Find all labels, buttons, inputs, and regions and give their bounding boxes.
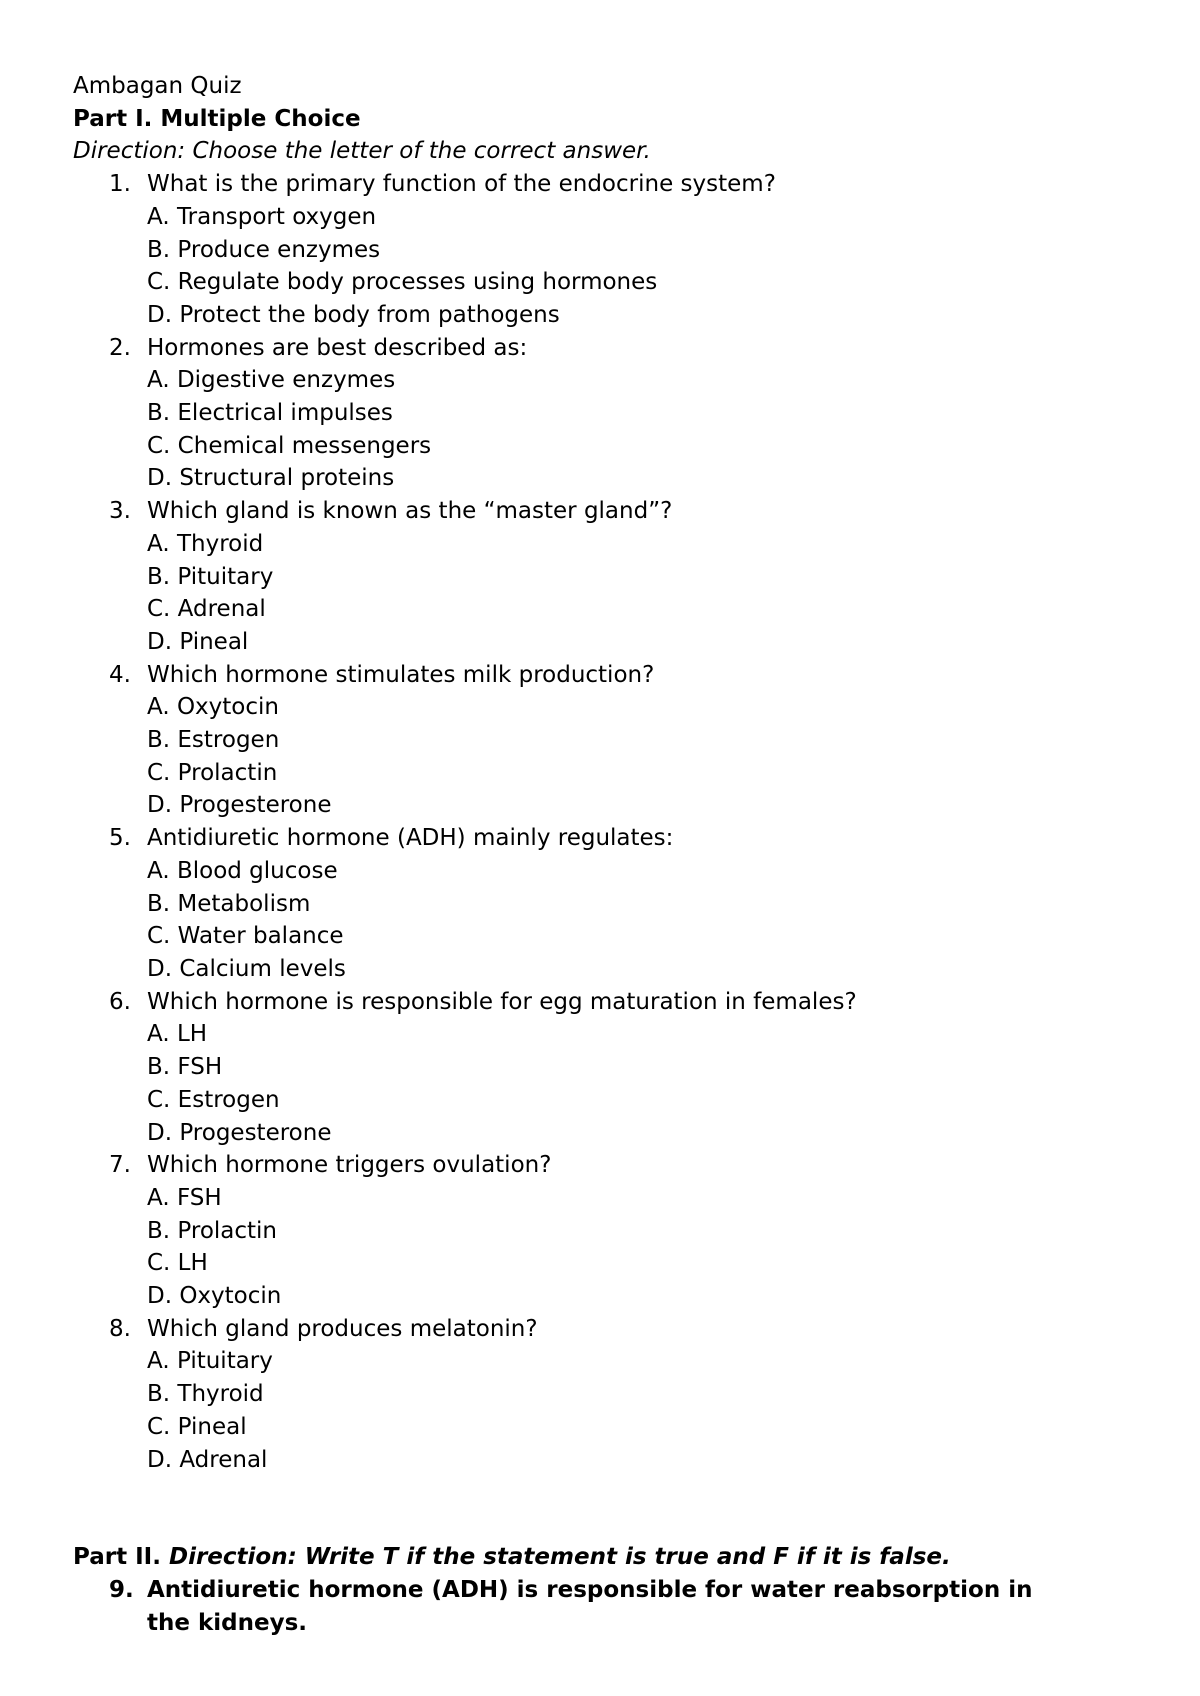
answer-option: B. Metabolism [147,890,311,917]
question-item [73,822,1200,855]
answer-option: C. Chemical messengers [147,432,432,459]
answer-option: A. LH [147,1021,208,1048]
question-text: Antidiuretic hormone (ADH) mainly regulates: [147,825,674,852]
answer-option: B. Prolactin [147,1217,278,1244]
answer-option: B. Electrical impulses [147,400,393,427]
answer-option: D. Protect the body from pathogens [147,301,560,328]
question-number: 1. [109,171,131,198]
answer-option: D. Pineal [147,628,249,655]
part1-heading: Part I. Multiple Choice [73,105,361,132]
question-item [73,332,1200,365]
part2-direction: Direction: Write T if the statement is true and F if it is false. [168,1544,951,1571]
question-item [73,1313,1200,1346]
answer-option: D. Adrenal [147,1446,268,1473]
question-item [73,986,1200,1019]
answer-option: C. Regulate body processes using hormones [147,269,658,296]
question-text: Which hormone stimulates milk production? [147,661,655,688]
answer-option: A. Blood glucose [147,857,338,884]
question-item [73,168,1200,201]
question-text: What is the primary function of the endocrine system? [147,171,776,198]
answer-option: A. Digestive enzymes [147,367,396,394]
question-text: Hormones are best described as: [147,334,528,361]
answer-option: B. FSH [147,1054,223,1081]
question-number: 7. [109,1152,131,1179]
part2-label: Part II. [73,1544,161,1571]
answer-option: B. Estrogen [147,727,280,754]
question-list [73,168,1200,1476]
answer-option: C. Pineal [147,1413,247,1440]
answer-option: D. Calcium levels [147,955,346,982]
part2-heading [73,1541,1200,1574]
question-number: 6. [109,988,131,1015]
answer-option: A. FSH [147,1184,222,1211]
answer-option: C. Estrogen [147,1086,280,1113]
question-number: 8. [109,1315,131,1342]
answer-option: C. Water balance [147,923,344,950]
question-item [73,495,1200,528]
answer-option: D. Progesterone [147,792,332,819]
section-gap [73,1476,1200,1541]
quiz-title: Ambagan Quiz [73,73,242,99]
answer-option: A. Transport oxygen [147,203,377,230]
question-item [73,659,1200,692]
question-number: 5. [109,825,131,852]
answer-option: B. Pituitary [147,563,274,590]
question-number: 2. [109,334,131,361]
answer-option: D. Structural proteins [147,465,395,492]
statement-number: 9. [109,1576,134,1603]
statement-text-line1: Antidiuretic hormone (ADH) is responsible for water reabsorption in [147,1576,1033,1603]
answer-option: C. LH [147,1250,208,1277]
question-number: 3. [109,498,131,525]
answer-option: C. Prolactin [147,759,278,786]
answer-option: A. Oxytocin [147,694,279,721]
question-text: Which hormone is responsible for egg maturation in females? [147,988,857,1015]
statement-text-line2: the kidneys. [147,1609,308,1636]
question-text: Which gland is known as the “master gland”? [147,498,673,525]
answer-option: A. Pituitary [147,1348,273,1375]
answer-option: C. Adrenal [147,596,266,623]
question-item [73,1149,1200,1182]
part1-direction: Direction: Choose the letter of the correct answer. [73,138,651,165]
answer-option: B. Produce enzymes [147,236,381,263]
question-number: 4. [109,661,131,688]
statement-item [73,1574,1200,1607]
answer-option: B. Thyroid [147,1381,264,1408]
answer-option: A. Thyroid [147,530,264,557]
question-text: Which hormone triggers ovulation? [147,1152,552,1179]
answer-option: D. Oxytocin [147,1283,282,1310]
question-text: Which gland produces melatonin? [147,1315,538,1342]
answer-option: D. Progesterone [147,1119,332,1146]
